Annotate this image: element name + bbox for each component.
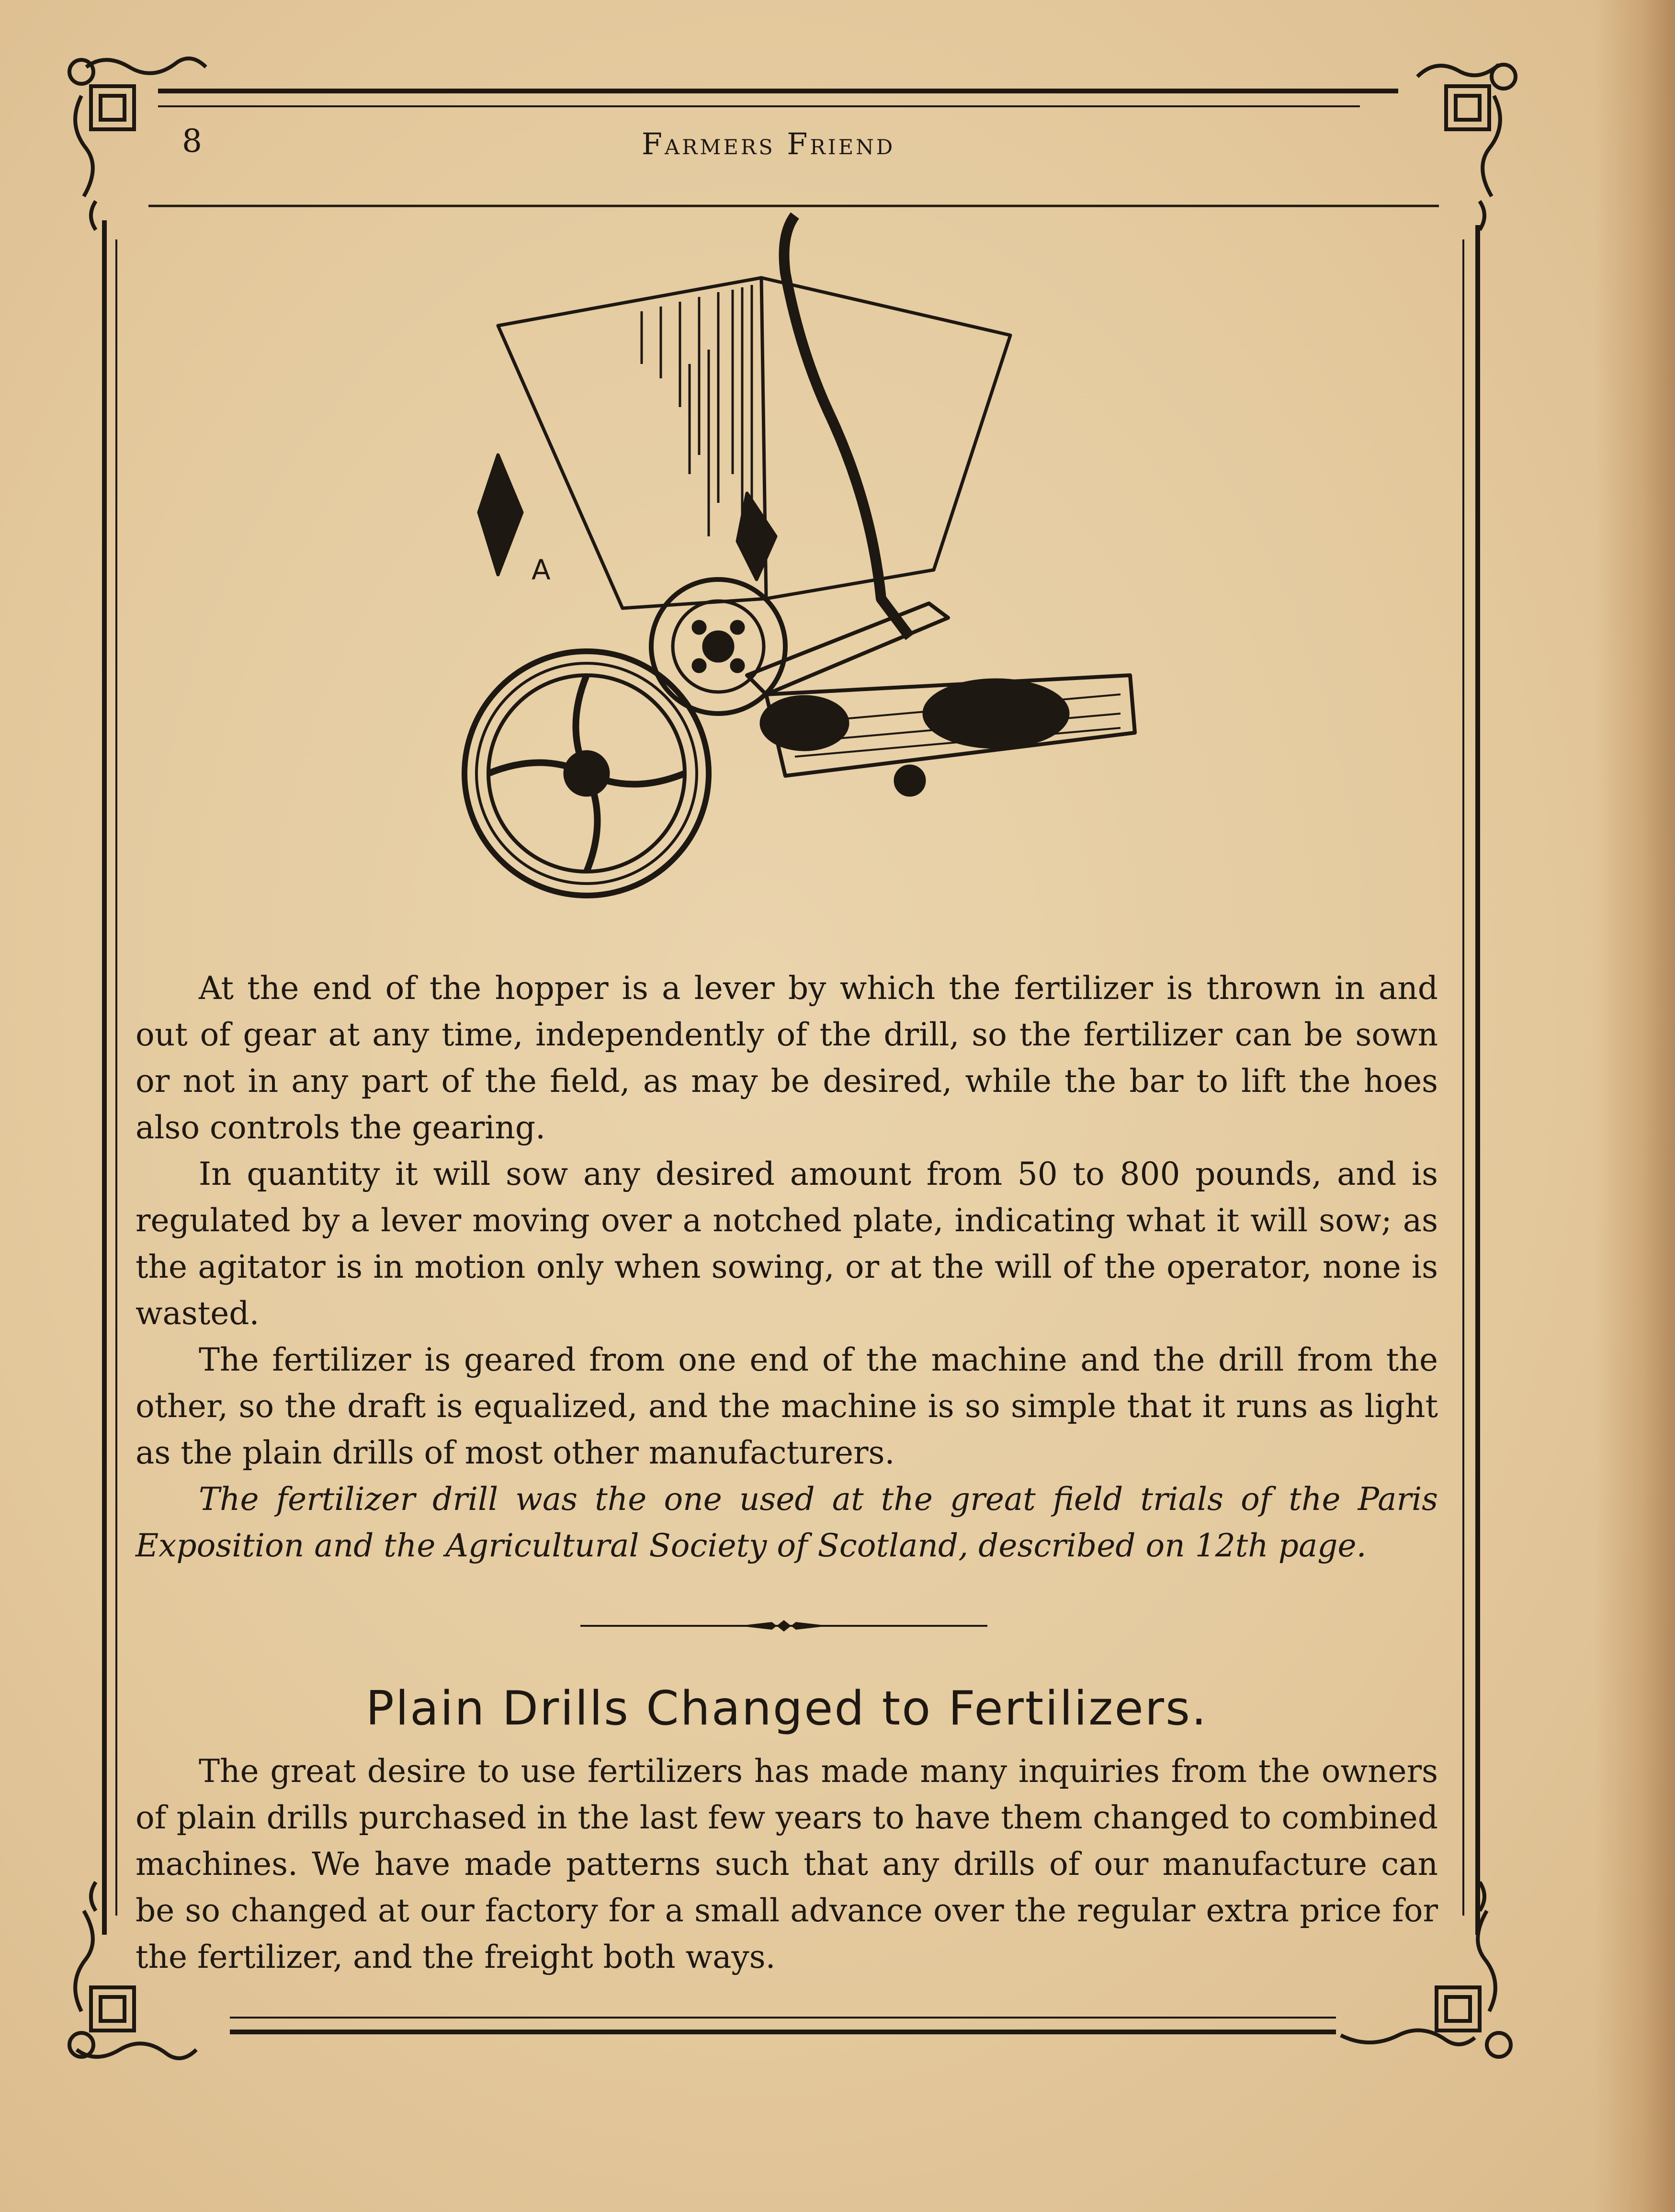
pointer-a bbox=[479, 455, 522, 575]
paragraph-gearing: The fertilizer is geared from one end of the machine and the drill from the other, so the draft is equalized, and the machine is so simple that it runs as light as the plain drills of most other manufacturers. bbox=[136, 1341, 1438, 1471]
running-title: Farmers Friend bbox=[642, 126, 895, 161]
second-section-text bbox=[136, 1748, 1438, 1980]
first-section-text bbox=[136, 965, 1438, 1569]
paragraph-hopper-lever: At the end of the hopper is a lever by which the fertilizer is thrown in and out of gear at any time, independently of the drill, so the fertilizer can be sown or not in any part of the field, as may be desired, while the bar to lift the hoes also controls the gearing. bbox=[136, 970, 1438, 1146]
paragraph-plain-drills: The great desire to use fertilizers has made many inquiries from the owners of plain drills purchased in the last few years to have them changed to combined machines. We have made patterns such that any drills of our manufacture can be so changed at our factory for a small advance over the regular extra price for the fertilizer, and the freight both ways. bbox=[136, 1753, 1438, 1975]
section-divider-ornament bbox=[580, 1616, 987, 1635]
illustration-label: A bbox=[532, 554, 551, 586]
paragraph-quantity: In quantity it will sow any desired amount from 50 to 800 pounds, and is regulated by a lever moving over a notched plate, indicating what it will sow; as the agitator is in motion only when sowing, or at the will of the operator, none is wasted. bbox=[136, 1156, 1438, 1332]
lever bbox=[784, 216, 910, 637]
section-heading: Plain Drills Changed to Fertilizers. bbox=[365, 1681, 1208, 1736]
paragraph-field-trials: The fertilizer drill was the one used at the great field trials of the Paris Exposition and the Agricultural Society of Scotland, described on 12th page. bbox=[136, 1481, 1438, 1564]
fertilizer-drill-illustration bbox=[450, 206, 1149, 943]
page-number: 8 bbox=[182, 123, 202, 159]
